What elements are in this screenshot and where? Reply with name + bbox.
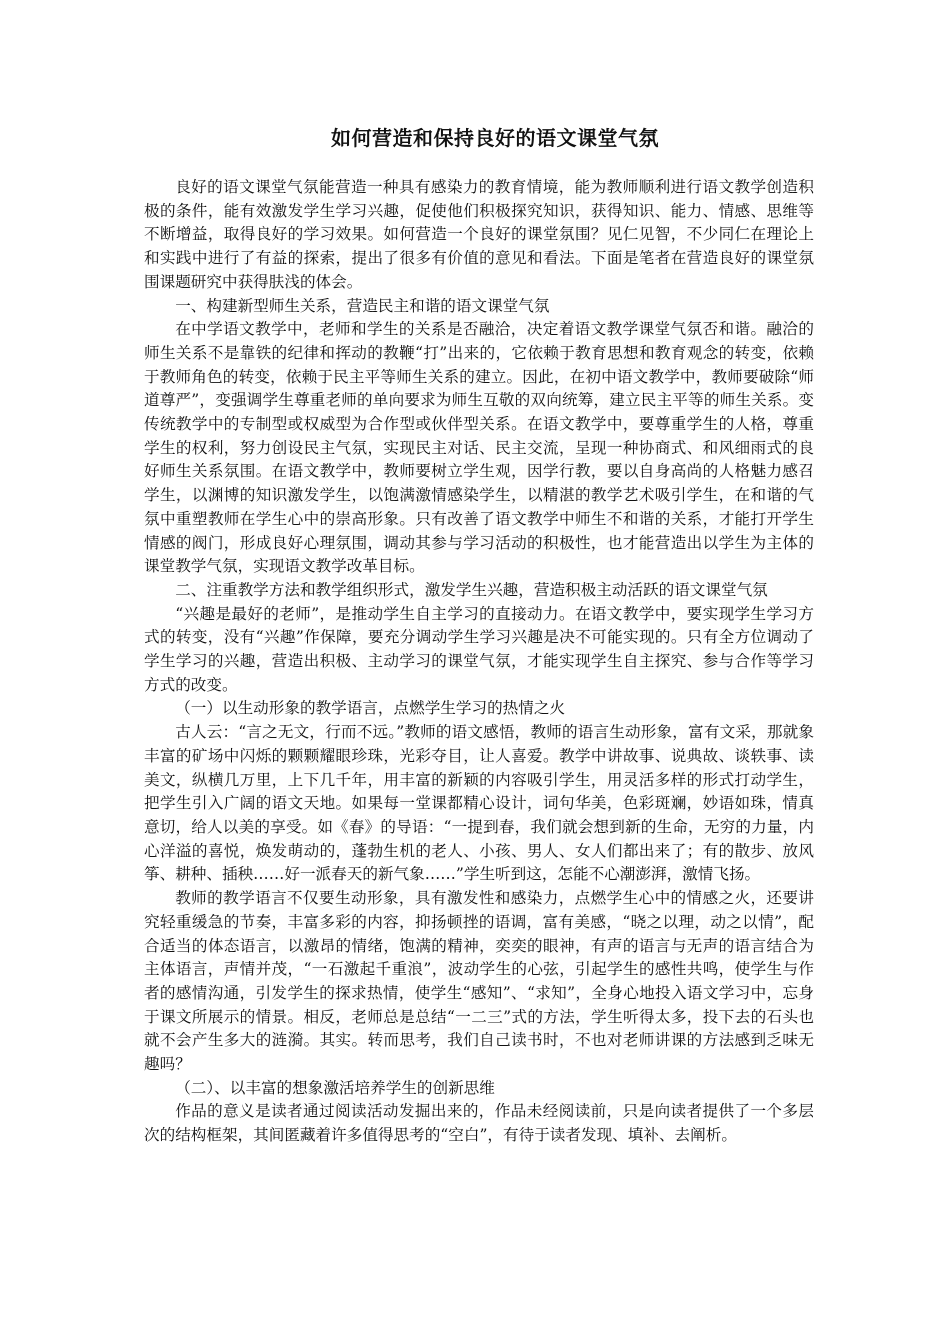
subsection-heading-1: （一）以生动形象的教学语言，点燃学生学习的热情之火	[175, 699, 566, 718]
section-heading-1: 一、构建新型师生关系，营造民主和谐的语文课堂气氛	[175, 296, 550, 315]
paragraph-subsection-1a: 古人云：“言之无文，行而不远。”教师的语文感悟，教师的语言生动形象，富有文采，那就象丰富的矿场中闪烁的颗颗耀眼珍珠，光彩夺目，让人喜爱。教学中讲故事、说典故、谈轶事、读美文，纵横几万里，上下几千年，用丰富的新颖的内容吸引学生，用灵活多样的形式打动学生，把学生引入广阔的语文天地。如果每一堂课都精心设计，词句华美，色彩斑斓，妙语如珠，情真意切，给人以美的享受。如《春》的导语：“一提到春，我们就会想到新的生命，无穷的力量，内心洋溢的喜悦，焕发萌动的，蓬勃生机的老人、小孩、男人、女人们都出来了；有的散步、放风筝、耕种、插秧……好一派春天的新气象……”学生听到这，怎能不心潮澎湃，激情飞扬。	[144, 723, 814, 884]
subsection-heading-2: （二）、以丰富的想象激活培养学生的创新思维	[175, 1078, 495, 1097]
paragraph-intro: 良好的语文课堂气氛能营造一种具有感染力的教育情境，能为教师顺利进行语文教学创造积极的条件，能有效激发学生学习兴趣，促使他们积极探究知识，获得知识、能力、情感、思维等不断增益，取得良好的学习效果。如何营造一个良好的课堂氛围？见仁见智，不少同仁在理论上和实践中进行了有益的探索，提出了很多有价值的意见和看法。下面是笔者在营造良好的课堂氛围课题研究中获得肤浅的体会。	[144, 178, 814, 291]
paragraph-subsection-1b: 教师的教学语言不仅要生动形象，具有激发性和感染力，点燃学生心中的情感之火，还要讲究轻重缓急的节奏，丰富多彩的内容，抑扬顿挫的语调，富有美感，“晓之以理，动之以情”，配合适当的体态语言，以激昂的情绪，饱满的精神，奕奕的眼神，有声的语言与无声的语言结合为主体语言，声情并茂，“一石激起千重浪”，波动学生的心弦，引起学生的感性共鸣，使学生与作者的感情沟通，引发学生的探求热情，使学生“感知”、“求知”，全身心地投入语文学习中，忘身于课文所展示的情景。相反，老师总是总结“一二三”式的方法，学生听得太多，投下去的石头也就不会产生多大的涟漪。其实。转而思考，我们自己读书时，不也对老师讲课的方法感到乏味无趣吗？	[144, 889, 814, 1074]
paragraph-section-2: “兴趣是最好的老师”，是推动学生自主学习的直接动力。在语文教学中，要实现学生学习方式的转变，没有“兴趣”作保障，要充分调动学生学习兴趣是决不可能实现的。只有全方位调动了学生学习的兴趣，营造出积极、主动学习的课堂气氛，才能实现学生自主探究、参与合作等学习方式的改变。	[144, 604, 814, 694]
document-body	[144, 176, 814, 1148]
section-heading-2: 二、注重教学方法和教学组织形式，激发学生兴趣，营造积极主动活跃的语文课堂气氛	[175, 580, 768, 599]
paragraph-subsection-2: 作品的意义是读者通过阅读活动发掘出来的，作品未经阅读前，只是向读者提供了一个多层次的结构框架，其间匿藏着许多值得思考的“空白”，有待于读者发现、填补、去阐析。	[144, 1102, 814, 1145]
page-title: 如何营造和保持良好的语文课堂气氛	[331, 126, 659, 150]
paragraph-section-1: 在中学语文教学中，老师和学生的关系是否融洽，决定着语文教学课堂气氛否和谐。融洽的师生关系不是靠铁的纪律和挥动的教鞭“打”出来的，它依赖于教育思想和教育观念的转变，依赖于教师角色的转变，依赖于民主平等师生关系的建立。因此，在初中语文教学中，教师要破除“师道尊严”，变强调学生尊重老师的单向要求为师生互敬的双向统筹，建立民主平等的师生关系。变传统教学中的专制型或权威型为合作型或伙伴型关系。在语文教学中，要尊重学生的人格，尊重学生的权利，努力创设民主气氛，实现民主对话、民主交流，呈现一种协商式、和风细雨式的良好师生关系氛围。在语文教学中，教师要树立学生观，因学行教，要以自身高尚的人格魅力感召学生，以渊博的知识激发学生，以饱满激情感染学生，以精湛的教学艺术吸引学生，在和谐的气氛中重塑教师在学生心中的崇高形象。只有改善了语文教学中师生不和谐的关系，才能打开学生情感的阀门，形成良好心理氛围，调动其参与学习活动的积极性，也才能营造出以学生为主体的课堂教学气氛，实现语文教学改革目标。	[144, 320, 814, 576]
